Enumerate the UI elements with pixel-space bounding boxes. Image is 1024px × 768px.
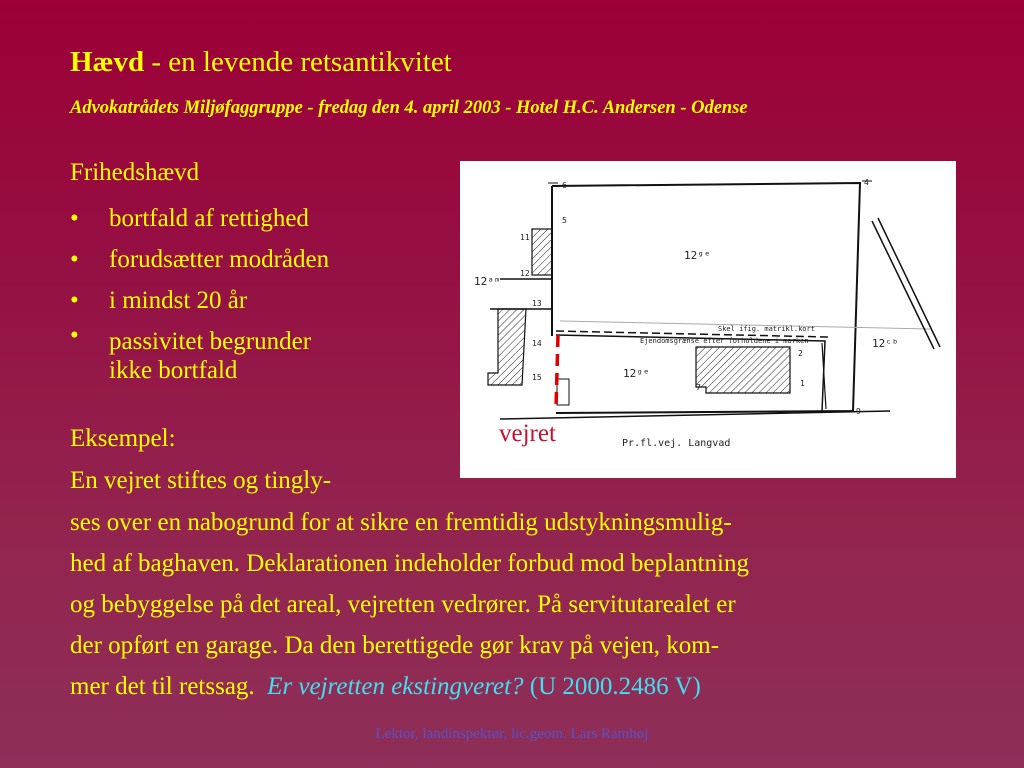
example-reference: (U 2000.2486 V): [529, 673, 701, 700]
bullet-text-line1: passivitet begrunder: [109, 328, 312, 355]
point-number: 11: [520, 233, 530, 242]
bullet-item: [70, 198, 430, 239]
point-number: 12: [520, 269, 530, 278]
point-number: 5: [562, 216, 567, 225]
bullet-text: bortfald af rettighed: [109, 205, 309, 232]
bullet-text: forudsætter modråden: [109, 246, 330, 273]
point-number: 14: [532, 339, 542, 348]
point-number: 15: [532, 373, 542, 382]
slide-title: [70, 46, 452, 79]
vejret-label: vejret: [499, 420, 556, 447]
bullet-text: i mindst 20 år: [109, 287, 248, 314]
point-number: 4: [864, 178, 869, 187]
example-line: ses over en nabogrund for at sikre en fremtidig udstykningsmulig-: [70, 509, 732, 536]
footer-credit: Lektor, landinspektør, lic.geom. Lars Ramhøj: [375, 726, 649, 742]
example-line: hed af baghaven. Deklarationen indeholder forbud mod beplantning: [70, 550, 749, 577]
bullet-item: [70, 239, 430, 280]
point-number: 6: [562, 181, 567, 190]
point-number: 13: [532, 299, 542, 308]
bullet-item: [70, 321, 430, 385]
parcel-label-lower: 12ᵍᵉ: [623, 367, 650, 380]
slide-subtitle: Advokatrådets Miljøfaggruppe - fredag den 4. april 2003 - Hotel H.C. Andersen - Odense: [70, 98, 748, 118]
border-text: Skel ifig. matrikl.kort: [718, 325, 815, 333]
point-number: 9: [856, 407, 861, 416]
bullet-item: [70, 280, 430, 321]
example-line: der opført en garage. Da den berettigede gør krav på vejen, kom-: [70, 632, 720, 659]
example-question: Er vejretten ekstingveret?: [267, 673, 524, 700]
example-first-line: En vejret stiftes og tingly-: [70, 467, 332, 494]
point-number: 7: [696, 383, 701, 392]
parcel-label-right: 12ᶜᵇ: [872, 337, 899, 350]
title-bold: Hævd: [70, 46, 145, 78]
bullet-list: [70, 198, 430, 385]
bullet-glyph: •: [70, 287, 79, 314]
bullet-glyph: •: [70, 322, 79, 349]
example-line: og bebyggelse på det areal, vejretten vedrører. På servitutarealet er: [70, 591, 736, 618]
bullet-glyph: •: [70, 205, 79, 232]
parcel-label-left: 12ᵃᵐ: [474, 275, 501, 288]
title-rest: - en levende retsantikvitet: [144, 46, 452, 78]
road-name: Pr.fl.vej. Langvad: [622, 438, 731, 449]
example-last-text: mer det til retssag.: [70, 673, 255, 700]
example-heading: Eksempel:: [70, 425, 176, 452]
parcel-label-main: 12ᵍᵉ: [684, 249, 711, 262]
bullet-glyph: •: [70, 246, 79, 273]
border-text: Ejendomsgrænse efter forholdene i marken: [640, 337, 809, 345]
point-number: 2: [798, 349, 803, 358]
bullet-text-line2: ikke bortfald: [109, 357, 238, 384]
point-number: 1: [800, 379, 805, 388]
example-body: [70, 502, 1010, 707]
section-heading: Frihedshævd: [70, 159, 200, 186]
example-last-line: [70, 666, 1010, 707]
